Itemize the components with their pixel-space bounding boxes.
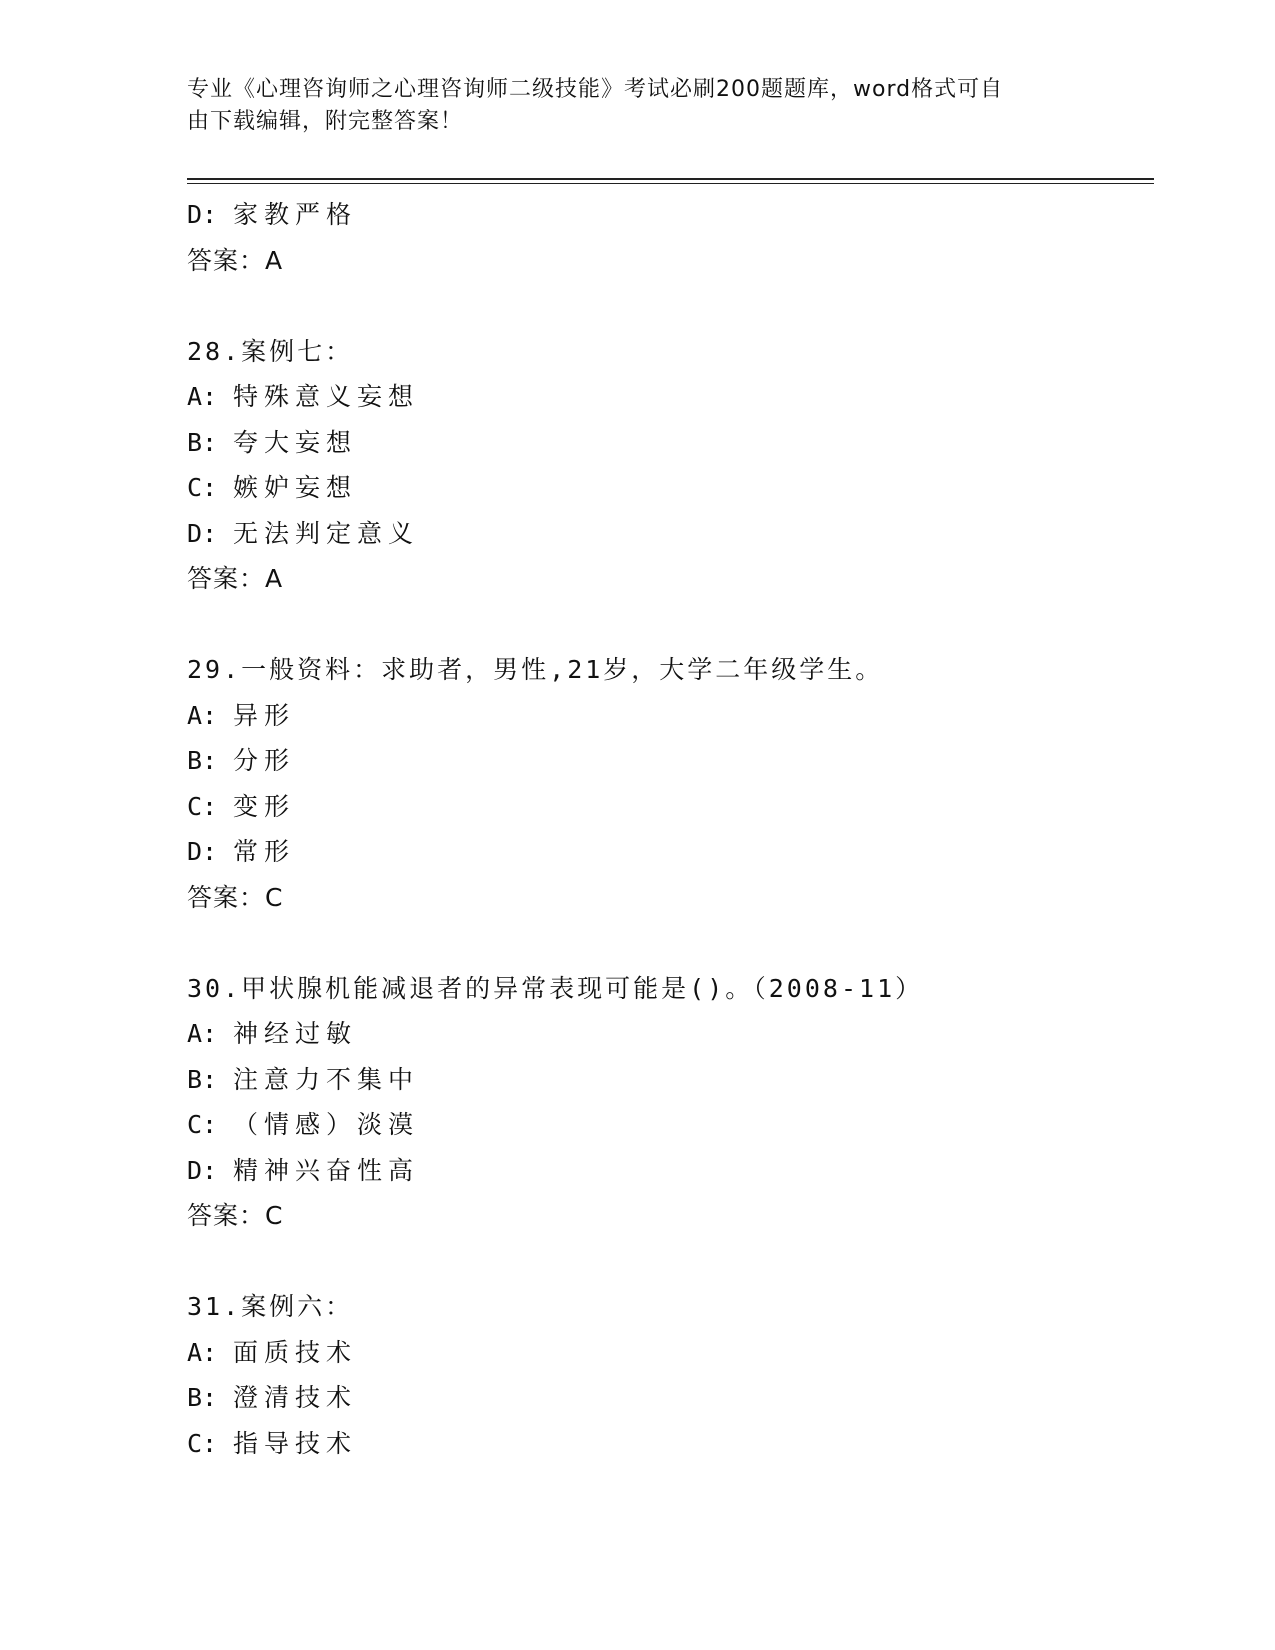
option-c bbox=[187, 465, 1147, 511]
answer-line: 答案：A bbox=[187, 564, 284, 593]
option-text: 特殊意义妄想 bbox=[233, 382, 420, 411]
question-30: 30.甲状腺机能减退者的异常表现可能是()。（2008-11） bbox=[187, 973, 924, 1003]
option-letter: A: bbox=[187, 382, 218, 411]
option-d bbox=[187, 192, 1147, 238]
option-c bbox=[187, 784, 1147, 830]
spacer bbox=[187, 283, 1147, 329]
spacer bbox=[187, 920, 1147, 966]
option-letter: D: bbox=[187, 518, 218, 548]
spacer bbox=[187, 1239, 1147, 1285]
option-letter: A: bbox=[187, 1337, 218, 1367]
option-letter: B: bbox=[187, 1383, 218, 1412]
option-text: 常形 bbox=[233, 837, 296, 866]
option-letter: C: bbox=[187, 791, 218, 821]
option-text: 注意力不集中 bbox=[233, 1064, 420, 1094]
header-divider-thin bbox=[187, 183, 1154, 184]
option-text: 无法判定意义 bbox=[233, 518, 420, 548]
answer-line: 答案：C bbox=[187, 882, 284, 912]
option-a bbox=[187, 1330, 1147, 1376]
option-text: 异形 bbox=[233, 700, 296, 730]
option-d bbox=[187, 1148, 1147, 1194]
option-letter: D: bbox=[187, 1155, 218, 1185]
option-a bbox=[187, 693, 1147, 739]
option-b bbox=[187, 420, 1147, 466]
option-text: 面质技术 bbox=[233, 1337, 358, 1367]
option-text: 精神兴奋性高 bbox=[233, 1155, 420, 1185]
answer-line: 答案：C bbox=[187, 1201, 284, 1230]
question-28: 28.案例七： bbox=[187, 336, 354, 366]
option-text: 分形 bbox=[233, 746, 296, 775]
option-letter: C: bbox=[187, 473, 218, 502]
option-letter: B: bbox=[187, 746, 218, 775]
option-d bbox=[187, 511, 1147, 557]
option-letter: D: bbox=[187, 837, 218, 866]
option-a bbox=[187, 1011, 1147, 1057]
spacer bbox=[187, 602, 1147, 648]
question-list bbox=[187, 192, 1147, 1466]
header-line-1: 专业《心理咨询师之心理咨询师二级技能》考试必刷200题题库，word格式可自 bbox=[187, 77, 1004, 102]
option-text: 指导技术 bbox=[233, 1428, 358, 1458]
option-letter: B: bbox=[187, 427, 218, 457]
header-divider-thick bbox=[187, 178, 1154, 180]
option-b bbox=[187, 738, 1147, 784]
option-c bbox=[187, 1102, 1147, 1148]
option-letter: C: bbox=[187, 1428, 218, 1458]
option-letter: C: bbox=[187, 1110, 218, 1139]
option-c bbox=[187, 1421, 1147, 1467]
option-text: 夸大妄想 bbox=[233, 427, 358, 457]
option-letter: B: bbox=[187, 1064, 218, 1094]
answer-line: 答案：A bbox=[187, 245, 284, 275]
option-letter: A: bbox=[187, 1019, 218, 1048]
option-letter: D: bbox=[187, 200, 218, 229]
header-line-2: 由下载编辑，附完整答案！ bbox=[187, 109, 464, 134]
document-header bbox=[187, 74, 1067, 138]
option-text: 嫉妒妄想 bbox=[233, 473, 358, 502]
option-a bbox=[187, 374, 1147, 420]
question-31: 31.案例六： bbox=[187, 1292, 354, 1321]
option-text: 家教严格 bbox=[233, 200, 358, 229]
option-b bbox=[187, 1057, 1147, 1103]
option-text: 神经过敏 bbox=[233, 1019, 358, 1048]
option-letter: A: bbox=[187, 700, 218, 730]
option-text: 变形 bbox=[233, 791, 296, 821]
option-text: 澄清技术 bbox=[233, 1383, 358, 1412]
option-text: （情感）淡漠 bbox=[233, 1110, 420, 1139]
question-29: 29.一般资料：求助者，男性,21岁，大学二年级学生。 bbox=[187, 655, 884, 684]
option-d bbox=[187, 829, 1147, 875]
option-b bbox=[187, 1375, 1147, 1421]
